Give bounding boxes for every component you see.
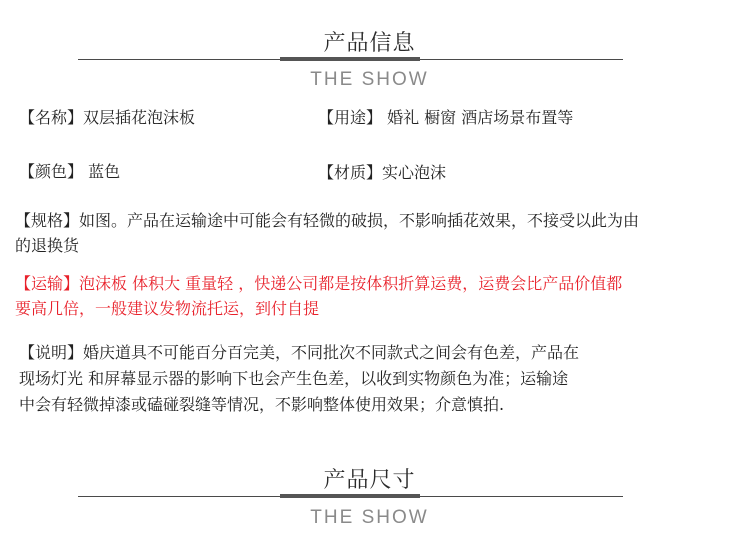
attribute-material: 【材质】实心泡沫 [318,163,447,182]
spec-line: 【规格】如图。产品在运输途中可能会有轻微的破损，不影响插花效果，不接受以此为由 [15,211,640,230]
spec-line: 的退换货 [15,236,80,255]
attribute-color: 【颜色】 蓝色 [19,162,121,181]
spec-paragraph [15,208,639,258]
notes-paragraph [19,340,579,418]
section-title-product-info: 产品信息 [323,31,416,56]
shipping-line: 要高几倍，一般建议发物流托运，到付自提 [15,299,320,318]
divider-accent [280,57,420,61]
section-subtitle: THE SHOW [310,69,429,90]
notes-line: 【说明】婚庆道具不可能百分百完美，不同批次不同款式之间会有色差，产品在 [19,343,580,362]
attribute-usage: 【用途】 婚礼 橱窗 酒店场景布置等 [318,108,574,127]
attribute-name: 【名称】双层插花泡沫板 [19,108,196,127]
shipping-paragraph [15,271,622,321]
shipping-line: 【运输】泡沫板 体积大 重量轻 ，快递公司都是按体积折算运费，运费会比产品价值都 [15,274,623,293]
notes-line: 现场灯光 和屏幕显示器的影响下也会产生色差，以收到实物颜色为准；运输途 [19,369,569,388]
notes-line: 中会有轻微掉漆或磕碰裂缝等情况，不影响整体使用效果；介意慎拍. [19,395,505,414]
section-subtitle: THE SHOW [310,507,429,528]
section-title-product-size: 产品尺寸 [323,468,416,493]
divider-accent [280,494,420,498]
